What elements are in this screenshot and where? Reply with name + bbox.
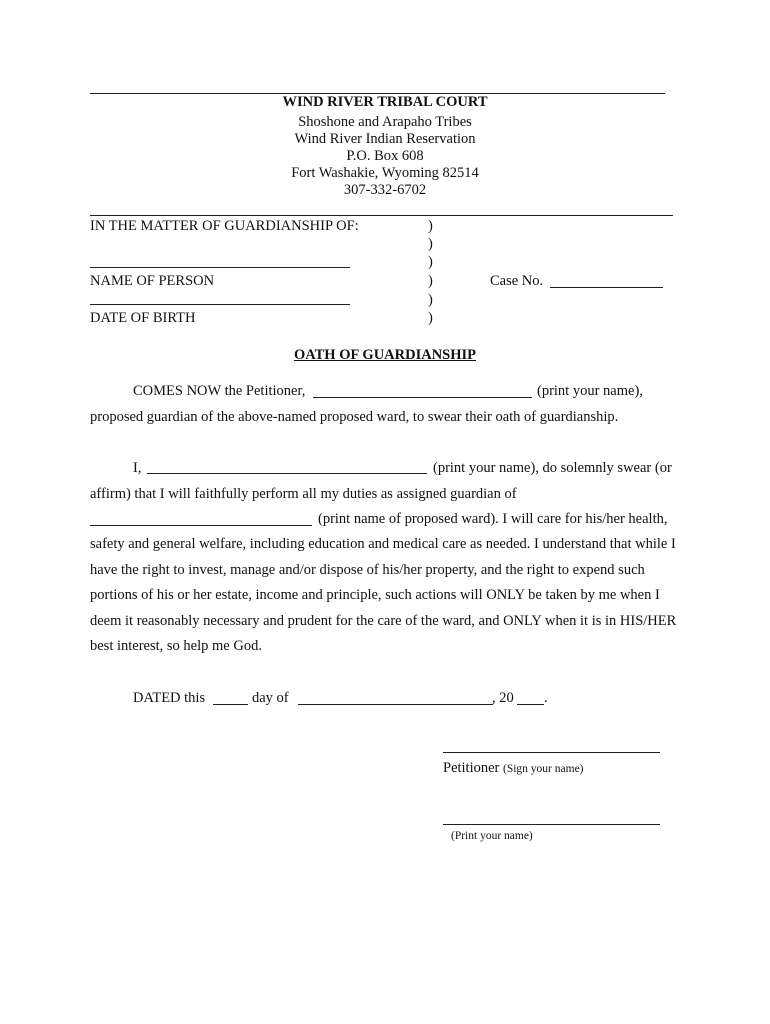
caption-paren: ) [428, 218, 433, 234]
day-of-label: day of [252, 690, 289, 706]
dated-this-label: DATED this [133, 690, 206, 706]
oath-pronoun: I, [133, 460, 142, 476]
print-name-line[interactable] [443, 824, 660, 825]
petitioner-intro: COMES NOW the Petitioner, [133, 383, 306, 399]
caption-paren: ) [428, 273, 433, 289]
oath-name-line[interactable] [147, 473, 427, 474]
caption-rule [90, 215, 673, 216]
court-city: Fort Washakie, Wyoming 82514 [291, 165, 479, 181]
caption-paren: ) [428, 310, 433, 326]
ward-name-line[interactable] [90, 525, 312, 526]
print-name-hint: (Print your name) [451, 830, 533, 842]
oath-heading: OATH OF GUARDIANSHIP [293, 347, 477, 363]
name-of-person-label: NAME OF PERSON [90, 273, 215, 289]
petitioner-name-line[interactable] [313, 397, 532, 398]
signature-line[interactable] [443, 752, 660, 753]
court-phone: 307-332-6702 [343, 182, 427, 198]
oath-body: safety and general welfare, including education and medical care as needed. I understand that while I have the right to invest, manage and/or dispose of his/her property, and the right to expend such portions of his or her estate, income and principle, such actions will ONLY be taken by me when I deem it reasonably necessary and prudent for the care of the ward, and ONLY when it is in HIS/HER best interest, so help me God. [90, 536, 677, 655]
petitioner-label [443, 760, 584, 777]
month-line[interactable] [298, 704, 493, 705]
oath-line2: affirm) that I will faithfully perform all my duties as assigned guardian of [90, 486, 517, 502]
year-prefix: , 20 [492, 690, 514, 706]
sign-name-hint: (Sign your name) [503, 763, 584, 775]
petitioner-name-hint: (print your name), [537, 383, 643, 399]
ward-name-hint: (print name of proposed ward). I will care for his/her health, [318, 511, 668, 527]
matter-label: IN THE MATTER OF GUARDIANSHIP OF: [90, 218, 359, 234]
day-line[interactable] [213, 704, 248, 705]
caption-paren: ) [428, 292, 433, 308]
petitioner-intro-line2: proposed guardian of the above-named proposed ward, to swear their oath of guardianship. [90, 409, 619, 425]
court-po-box: P.O. Box 608 [346, 148, 424, 164]
oath-name-hint: (print your name), do solemnly swear (or [433, 460, 672, 476]
court-tribes: Shoshone and Arapaho Tribes [298, 114, 472, 130]
caption-paren: ) [428, 236, 433, 252]
date-of-birth-line[interactable] [90, 304, 350, 305]
name-of-person-line[interactable] [90, 267, 350, 268]
year-line[interactable] [517, 704, 544, 705]
court-name: WIND RIVER TRIBAL COURT [282, 94, 488, 110]
court-reservation: Wind River Indian Reservation [294, 131, 476, 147]
petitioner-label-text: Petitioner [443, 760, 500, 776]
case-number-line[interactable] [550, 287, 663, 288]
caption-paren: ) [428, 254, 433, 270]
date-of-birth-label: DATE OF BIRTH [90, 310, 196, 326]
case-number-label: Case No. [490, 273, 544, 289]
dated-period: . [544, 690, 548, 706]
